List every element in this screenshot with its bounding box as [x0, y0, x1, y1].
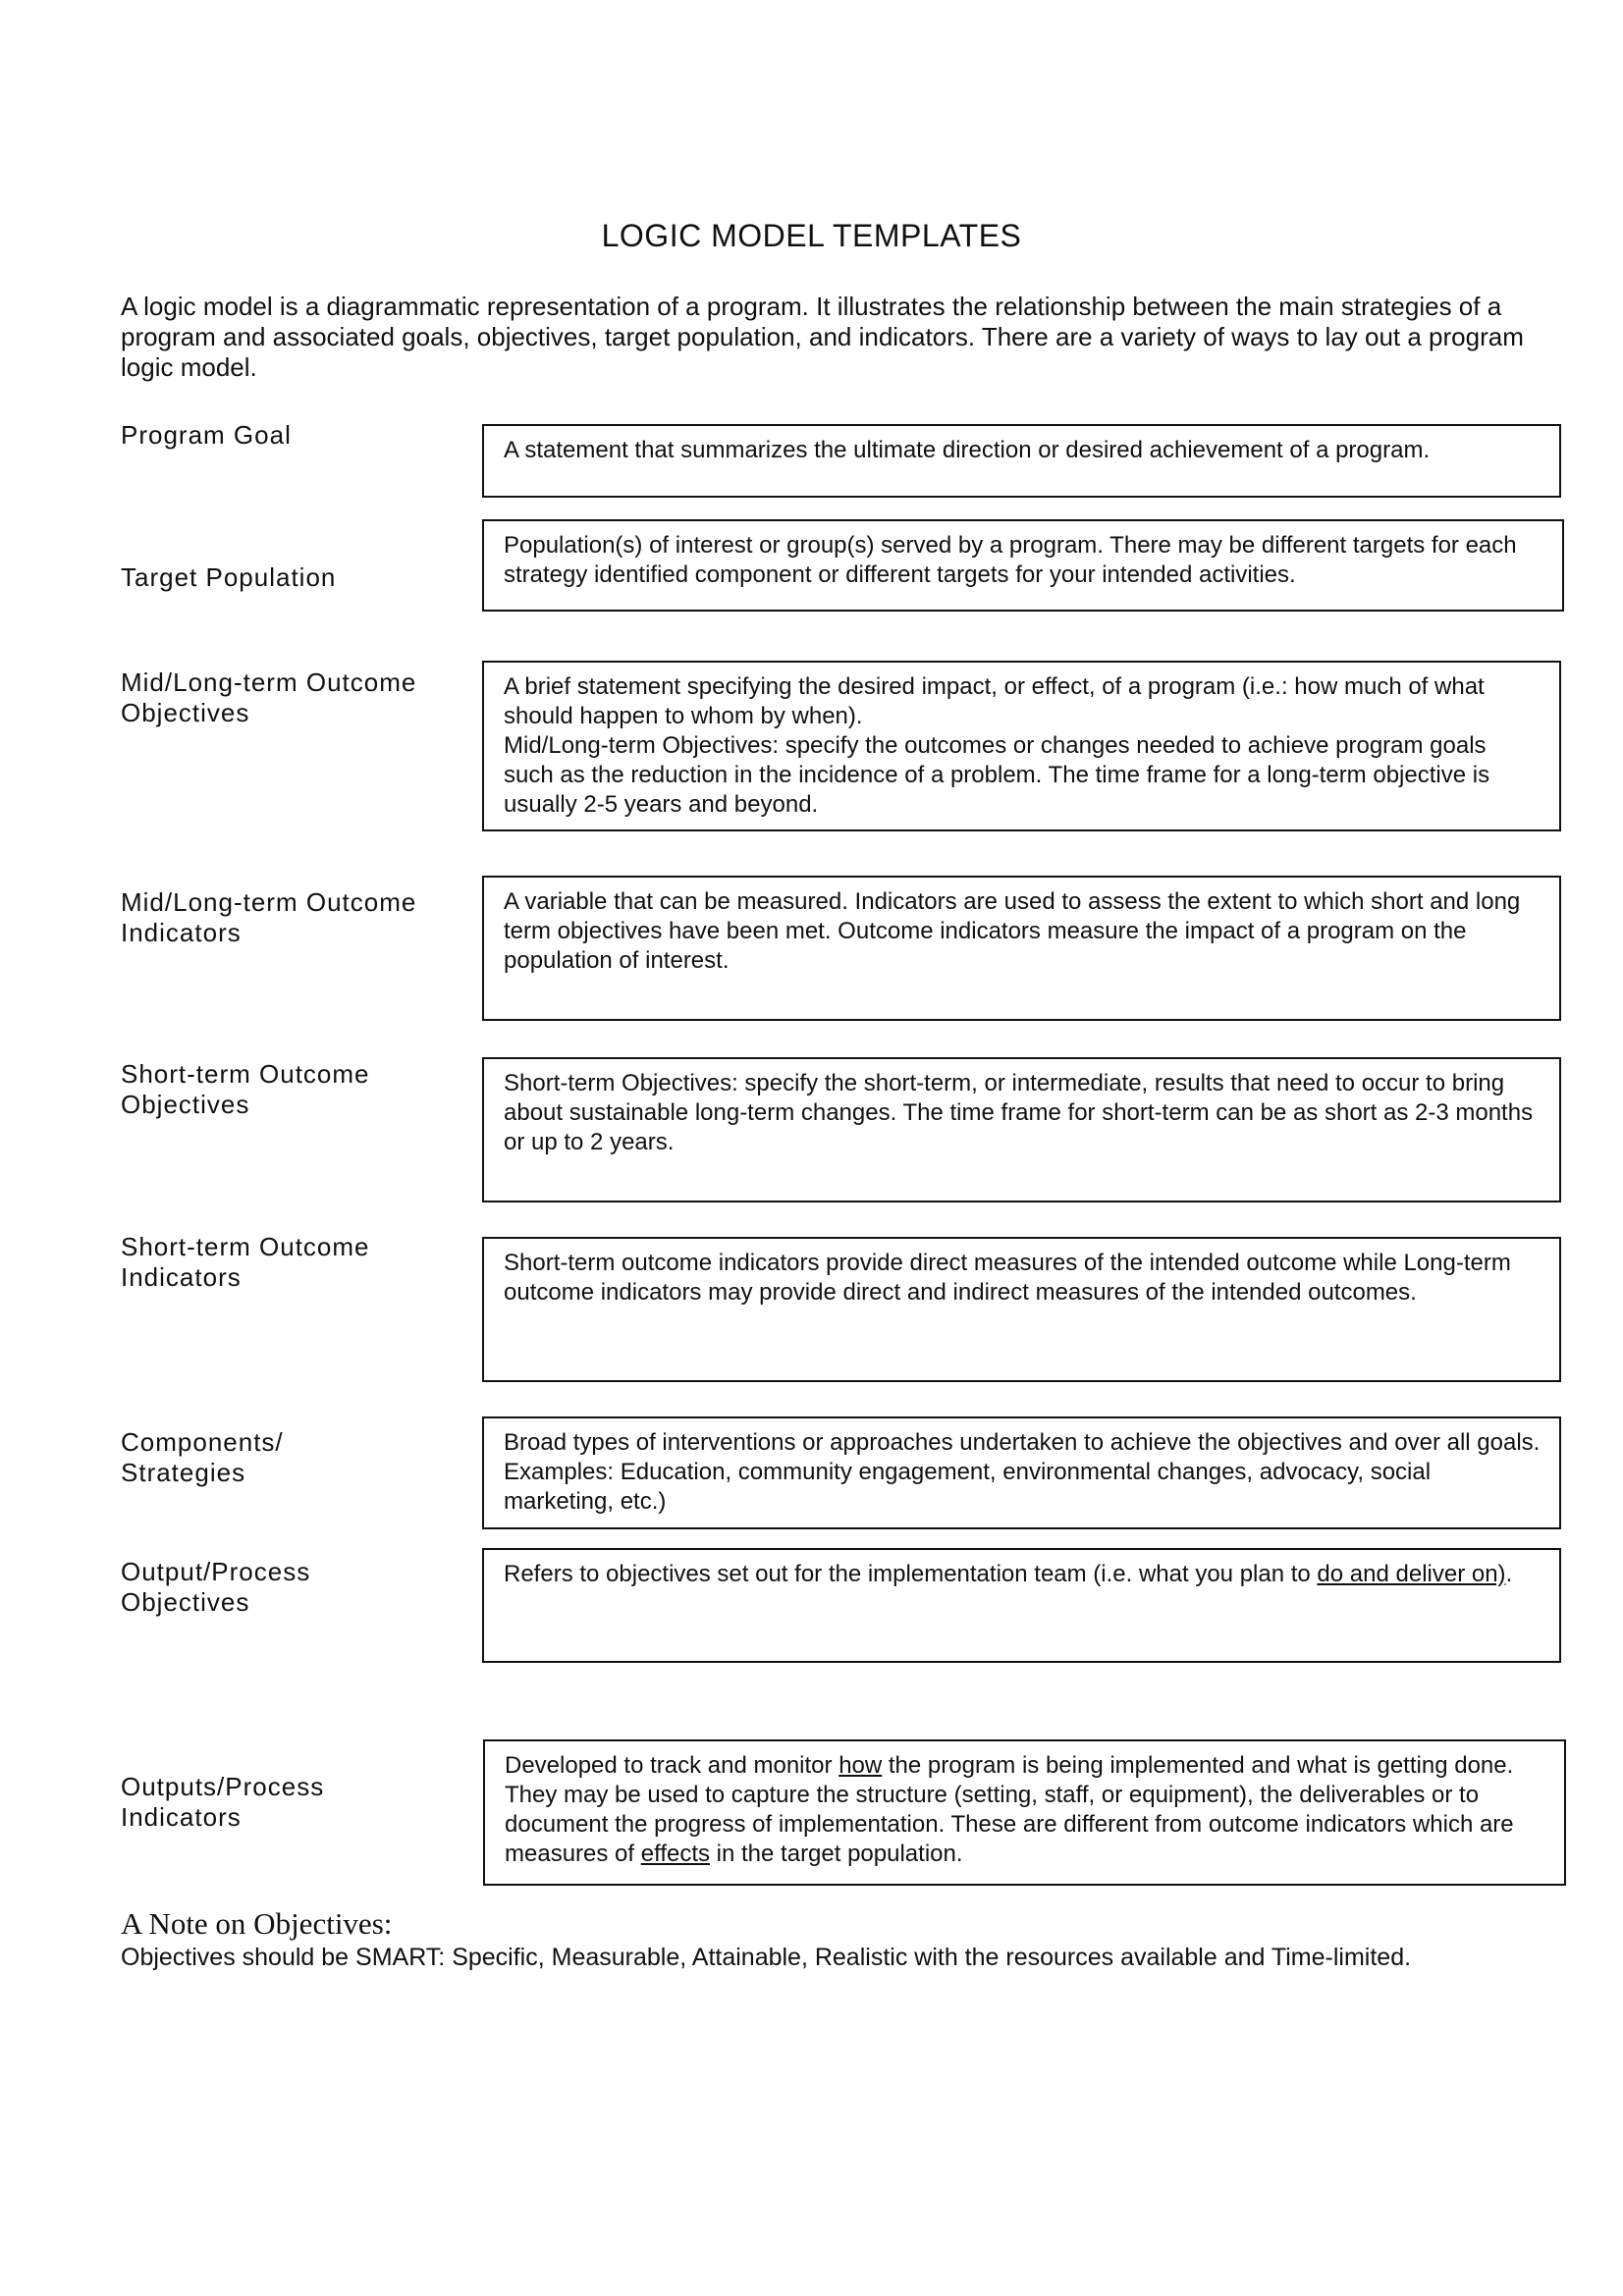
box-text: Broad types of interventions or approaches undertaken to achieve the objectives and over all goals. Examples: Education, community engagement, environmental changes, advocacy, social marketing, etc.) [504, 1429, 1541, 1515]
box-mid-long-indicators [482, 876, 1561, 1021]
label-line: Indicators [121, 1802, 242, 1832]
label-mid-long-indicators [121, 887, 416, 948]
label-line: Objectives [121, 698, 250, 727]
page-title: LOGIC MODEL TEMPLATES [601, 218, 1022, 253]
label-line: Indicators [121, 918, 242, 947]
label-output-objectives [121, 1557, 310, 1618]
label-line: Outputs/Process [121, 1772, 325, 1801]
box-mid-long-objectives [482, 661, 1561, 831]
label-short-objectives [121, 1059, 370, 1120]
underlined-text: effects [640, 1841, 710, 1867]
text-segment: . [1505, 1561, 1513, 1587]
intro-paragraph: A logic model is a diagrammatic representation of a program. It illustrates the relationship between the main strategies of a program and associated goals, objectives, target population, and indicators. There are a variety of ways to lay out a program logic model. [121, 292, 1524, 382]
box-output-objectives [482, 1548, 1561, 1663]
text-segment: Refers to objectives set out for the implementation team (i.e. what you plan to [504, 1561, 1318, 1587]
box-text: A statement that summarizes the ultimate direction or desired achievement of a program. [504, 437, 1431, 463]
underlined-text: do and deliver on) [1317, 1561, 1506, 1587]
label-line: Mid/Long-term Outcome [121, 667, 417, 697]
box-short-indicators [482, 1237, 1561, 1382]
label-line: Components/ [121, 1427, 284, 1457]
box-text: Short-term Objectives: specify the short-term, or intermediate, results that need to occur to bring about sustainable long-term changes. The time frame for short-term can be as short as 2-3 months or up to 2 years. [504, 1070, 1534, 1155]
label-line: Strategies [121, 1458, 246, 1487]
label-program-goal: Program Goal [121, 420, 292, 450]
box-components-strategies [482, 1416, 1561, 1529]
box-text [505, 1752, 1514, 1867]
box-target-population [482, 519, 1564, 612]
box-text: Population(s) of interest or group(s) served by a program. There may be different targets for each strategy identified component or different targets for your intended activities. [504, 532, 1517, 588]
text-segment: Developed to track and monitor [505, 1752, 839, 1779]
label-components-strategies [121, 1427, 284, 1488]
box-text: Mid/Long-term Objectives: specify the outcomes or changes needed to achieve program goals such as the reduction in the incidence of a problem. The time frame for a long-term objective is usually 2-5 years and beyond. [504, 732, 1490, 818]
label-line: Short-term Outcome [121, 1232, 370, 1261]
label-line: Objectives [121, 1090, 250, 1119]
box-short-objectives [482, 1057, 1561, 1202]
text-segment: the program is being implemented and what is getting done. They may be used to capture the structure (setting, staff, or equipment), the deliverables or to document the progress of implementation. These are different from outcome indicators which are measures of [505, 1752, 1514, 1867]
box-text: A variable that can be measured. Indicators are used to assess the extent to which short and long term objectives have been met. Outcome indicators measure the impact of a program on the population of interest. [504, 888, 1521, 974]
label-short-indicators [121, 1232, 370, 1293]
label-target-population: Target Population [121, 562, 337, 592]
label-line: Indicators [121, 1262, 242, 1292]
label-line: Short-term Outcome [121, 1059, 370, 1089]
label-line: Mid/Long-term Outcome [121, 887, 417, 917]
box-outputs-indicators [483, 1739, 1566, 1886]
underlined-text: how [839, 1752, 883, 1779]
label-mid-long-objectives [121, 667, 416, 728]
label-line: Output/Process [121, 1557, 311, 1586]
note-text: Objectives should be SMART: Specific, Measurable, Attainable, Realistic with the resources available and Time-limited. [121, 1944, 1412, 1971]
box-text: Short-term outcome indicators provide direct measures of the intended outcome while Long-term outcome indicators may provide direct and indirect measures of the intended outcomes. [504, 1250, 1511, 1306]
text-segment: in the target population. [710, 1841, 963, 1867]
box-text [504, 1561, 1512, 1587]
label-outputs-indicators [121, 1772, 324, 1833]
note-heading: A Note on Objectives: [121, 1906, 393, 1941]
box-text: A brief statement specifying the desired impact, or effect, of a program (i.e.: how much of what should happen to whom by when). [504, 673, 1485, 729]
box-program-goal [482, 424, 1561, 498]
label-line: Objectives [121, 1587, 250, 1617]
